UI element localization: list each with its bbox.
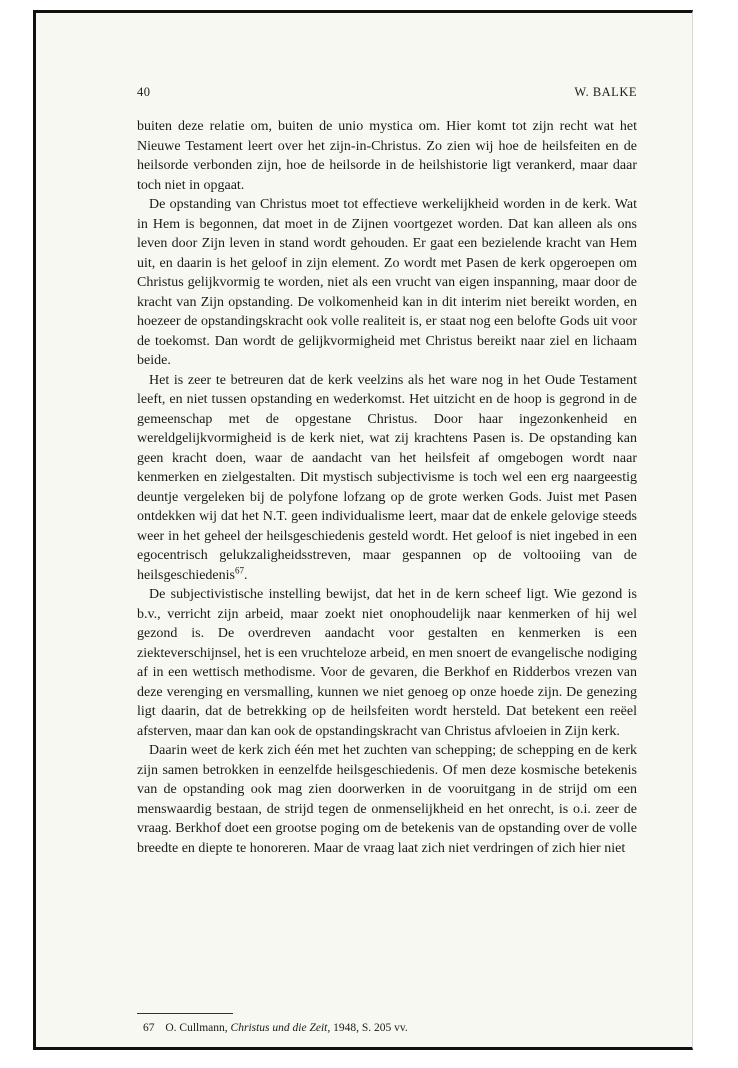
footnote-divider — [137, 1013, 233, 1014]
paragraph-1: buiten deze relatie om, buiten de unio mystica om. Hier komt tot zijn recht wat het Nieuwe Testament leert over het zijn-in-Christus. Zo zien wij hoe de heilsfeiten en de heilsorde verbonden zijn, hoe de heilsorde in de heilshistorie ligt verankerd, maar daar toch niet in opgaat. — [137, 119, 637, 193]
running-head: W. BALKE — [574, 85, 637, 99]
paragraph-2: De opstanding van Christus moet tot effectieve werkelijkheid worden in de kerk. Wat in Hem is begonnen, dat moet in de Zijnen voortgezet worden. Dat kan alleen als ons leven door Zijn leven in stand wordt gehouden. Er gaat een bezielende kracht van Hem uit, en daarin is het geloof in zijn element. Zo wordt met Pasen de kerk opgeroepen om Christus gelijkvormig te worden, niet als een vrucht van eigen inspanning, maar door de kracht van Zijn opstanding. De volkomenheid kan in dit interim niet bereikt worden, en hoezeer de opstandingskracht ook volle realiteit is, er staat nog een belofte Gods uit voor de toekomst. Dan wordt de gelijkvormigheid met Christus bereikt naar ziel en lichaam beide. — [137, 197, 637, 368]
footnote-number: 67 — [143, 1022, 155, 1034]
paragraph-3-text: Het is zeer te betreuren dat de kerk veelzins als het ware nog in het Oude Testament leeft, en niet tussen opstanding en wederkomst. Het uitzicht en de hoop is gegrond in de gemeenschap met de opgestane Christus. Door haar ingezonkenheid en wereldgelijkvormigheid is de kerk niet, wat zij krachtens Pasen is. De opstanding kan geen kracht doen, waar de aandacht van het heilsfeit af omgebogen wordt naar kenmerken en zielgestalten. Dit mystisch subjectivisme is toch wel een erg naargeestig deuntje vergeleken bij de polyfone lofzang op de grote werken Gods. Juist met Pasen ontdekken wij dat het N.T. geen individualisme leert, maar dat de enkele gelovige steeds weer in het geheel der heilsgeschiedenis gesteld wordt. Het geloof is niet ingebed in een egocentrisch gelukzaligheidsstreven, maar gespannen op de voltooiing van de heilsgeschiedenis — [137, 372, 637, 583]
paragraph-5: Daarin weet de kerk zich één met het zuchten van schepping; de schepping en de kerk zijn samen betrokken in eenzelfde heilsgeschiedenis. Of men deze kosmische betekenis van de opstanding ook mag zien doorwerken in de vooruitgang in de strijd om een menswaardig bestaan, de strijd tegen de onmenselijkheid en het onrecht, is o.i. zeer de vraag. Berkhof doet een grootse poging om de betekenis van de opstanding over de volle breedte en diepte te honoreren. Maar de vraag laat zich niet verdringen of zich hier niet — [137, 743, 637, 856]
footnote-reference: 67 — [234, 564, 244, 575]
paragraph-4: De subjectivistische instelling bewijst, dat het in de kern scheef ligt. Wie gezond is b.v., verricht zijn arbeid, maar zoekt niet onophoudelijk naar kenmerken of hij wel gezond is. De overdreven aandacht voor gestalten en kenmerken is een ziekteverschijnsel, het is een vruchteloze arbeid, en men snoert de evangelische nodiging af in een wettisch methodisme. Voor de gevaren, die Berkhof en Ridderbos vrezen van deze verenging en versmalling, kunnen we niet genoeg op onze hoede zijn. De genezing ligt daarin, dat de betrekking op de heilsfeiten wordt hersteld. Dat betekent een reëel afsterven, maar dan kan ook de opstandingskracht van Christus afvloeien in Zijn kerk. — [137, 587, 637, 739]
paragraph-3: Het is zeer te betreuren dat de kerk veelzins als het ware nog in het Oude Testament leeft, en niet tussen opstanding en wederkomst. Het uitzicht en de hoop is gegrond in de gemeenschap met de opgestane Christus. Door haar ingezonkenheid en wereldgelijkvormigheid is de kerk niet, wat zij krachtens Pasen is. De opstanding kan geen kracht doen, waar de aandacht van het heilsfeit af omgebogen wordt naar kenmerken en zielgestalten. Dit mystisch subjectivisme is toch wel een erg naargeestig deuntje vergeleken bij de polyfone lofzang op de grote werken Gods. Juist met Pasen ontdekken wij dat het N.T. geen individualisme leert, maar dat de enkele gelovige steeds weer in het geheel der heilsgeschiedenis gesteld wordt. Het geloof is niet ingebed in een egocentrisch gelukzaligheidsstreven, maar gespannen op de voltooiing van de heilsgeschiedenis$^{67}$. — [137, 372, 637, 583]
body-text — [137, 117, 637, 858]
footnote-title: Christus und die Zeit, — [230, 1022, 331, 1034]
page-number: 40 — [137, 85, 151, 99]
footnote-details: 1948, S. 205 vv. — [333, 1022, 408, 1034]
footnote-author: O. Cullmann, — [165, 1022, 228, 1034]
footnote — [143, 1021, 637, 1035]
